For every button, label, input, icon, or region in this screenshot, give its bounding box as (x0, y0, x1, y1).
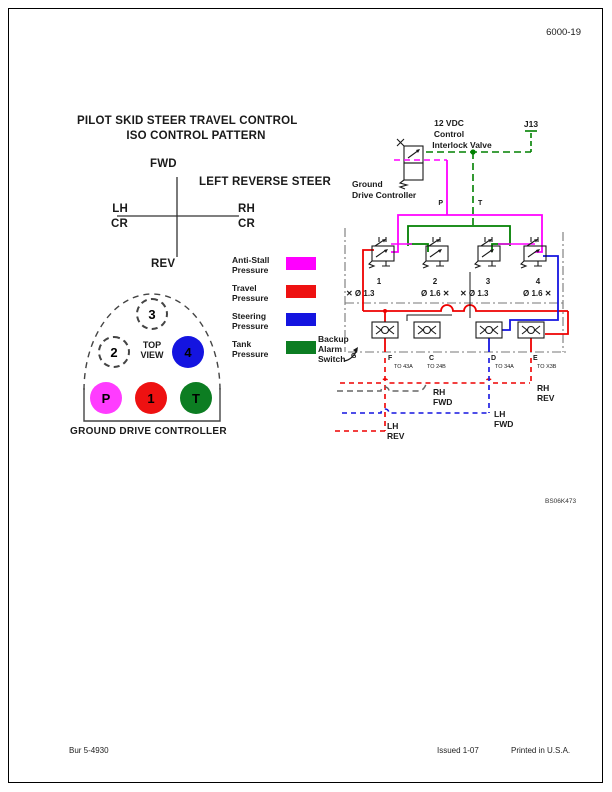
iso-pattern-cross (117, 177, 239, 257)
interlock-label-line1: 12 VDC (434, 118, 464, 128)
port-f-ref: TO 43A (394, 364, 413, 370)
footer-printed: Printed in U.S.A. (511, 746, 571, 755)
valve-number-3: 3 (485, 277, 491, 286)
pin-label: P (101, 390, 111, 406)
port-t-label: T (478, 200, 483, 207)
output-rh-fwd-line1: RH (433, 387, 446, 397)
pattern-lh-cr-label: CR (110, 218, 128, 230)
legend-label: Pressure (232, 349, 269, 359)
pattern-fwd-label: FWD (150, 158, 177, 170)
backup-alarm-label-line1: Backup (318, 334, 349, 344)
port-d-label: D (491, 355, 497, 362)
anti-stall-pressure-lines (391, 160, 542, 252)
port-e-ref: TO X3B (537, 364, 557, 370)
interlock-label-line2: Control (433, 129, 465, 139)
interlock-label-line3: Interlock Valve (432, 140, 492, 150)
pin-label: T (192, 390, 200, 406)
steer-mode-label: LEFT REVERSE STEER (199, 176, 332, 188)
valve-number-2: 2 (432, 277, 438, 286)
top-view-line1: TOP (142, 340, 162, 350)
port-e-label: E (533, 355, 538, 362)
rh-fwd-harness-line (337, 384, 426, 391)
output-lh-rev-line1: LH (387, 421, 399, 431)
figure-code: BS06K473 (545, 498, 577, 505)
port-p-label: P (438, 200, 443, 207)
backup-alarm-label-line3: Switch (318, 354, 346, 364)
pin-label: 2 (110, 344, 118, 360)
valve-number-4: 4 (535, 277, 541, 286)
port-c-label: C (429, 355, 435, 362)
page-title-line2: ISO CONTROL PATTERN (126, 130, 266, 142)
legend-label: Tank (232, 339, 252, 349)
output-rh-fwd-line2: FWD (433, 397, 453, 407)
legend-label: Pressure (232, 293, 269, 303)
port-d-ref: TO 34A (495, 364, 514, 370)
top-view-line2: VIEW (140, 350, 164, 360)
orifice-label-3: ✕ Ø 1.3 (460, 289, 489, 298)
connector-caption: GROUND DRIVE CONTROLLER (70, 426, 227, 437)
controller-label-line2: Drive Controller (352, 190, 417, 200)
output-lh-fwd-line2: FWD (494, 419, 514, 429)
legend-label: Steering (232, 311, 267, 321)
controller-label-line1: Ground (352, 179, 383, 189)
port-g-label: G (351, 353, 357, 360)
legend-label: Anti-Stall (232, 255, 270, 265)
j13-connector-label: J13 (523, 119, 539, 129)
page-title-line1: PILOT SKID STEER TRAVEL CONTROL (77, 115, 298, 127)
legend-label: Pressure (232, 265, 269, 275)
output-rh-rev-line2: REV (537, 393, 555, 403)
footer-issued: Issued 1-07 (437, 746, 479, 755)
pin-label: 3 (148, 306, 156, 322)
pattern-rh-cr-label: CR (238, 218, 256, 230)
orifice-label-2: Ø 1.6 ✕ (421, 289, 450, 298)
output-lh-rev-line2: REV (387, 431, 405, 441)
page-number: 6000-19 (546, 27, 581, 38)
orifice-label-4: Ø 1.6 ✕ (523, 289, 552, 298)
pin-label: 4 (184, 344, 192, 360)
orifice-label-1: ✕ Ø 1.3 (346, 289, 375, 298)
steering-pressure-lines (342, 256, 558, 413)
pattern-rev-label: REV (151, 258, 176, 270)
legend-label: Travel (232, 283, 257, 293)
footer-publication-number: Bur 5-4930 (69, 746, 109, 755)
backup-alarm-label-line2: Alarm (318, 344, 343, 354)
port-f-label: F (388, 355, 393, 362)
output-rh-rev-line1: RH (537, 383, 550, 393)
pattern-lh-label: LH (112, 203, 128, 215)
connector-outline (84, 294, 220, 421)
interlock-valve-symbol (397, 139, 423, 189)
port-c-ref: TO 24B (427, 364, 446, 370)
pin-label: 1 (147, 390, 155, 406)
shuttle-valve-symbols (372, 322, 544, 338)
output-lh-fwd-line1: LH (494, 409, 506, 419)
legend-label: Pressure (232, 321, 269, 331)
pattern-rh-label: RH (238, 203, 256, 215)
valve-number-1: 1 (376, 277, 382, 286)
